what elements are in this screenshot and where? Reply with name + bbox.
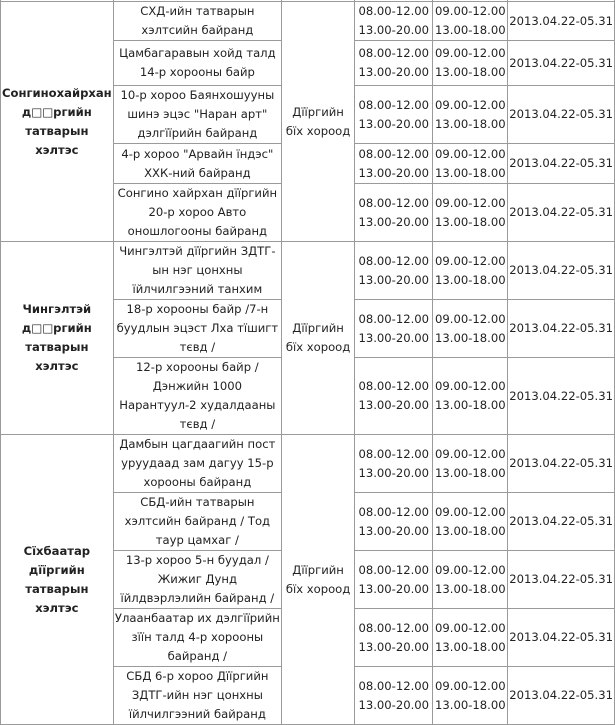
hours-a-cell: 08.00-12.00 13.00-20.00 bbox=[355, 609, 433, 667]
date-range-cell: 2013.04.22-05.31 bbox=[508, 242, 615, 300]
date-range-cell: 2013.04.22-05.31 bbox=[508, 551, 615, 609]
date-range-cell: 2013.04.22-05.31 bbox=[508, 435, 615, 493]
hours-b-cell: 09.00-12.00 13.00-18.00 bbox=[433, 144, 508, 184]
date-range-cell: 2013.04.22-05.31 bbox=[508, 144, 615, 184]
hours-b-cell: 09.00-12.00 13.00-18.00 bbox=[433, 300, 508, 358]
date-range-cell: 2013.04.22-05.31 bbox=[508, 609, 615, 667]
hours-a-cell: 08.00-12.00 13.00-20.00 bbox=[355, 242, 433, 300]
table-row bbox=[1, 2, 615, 41]
hours-b-cell: 09.00-12.00 13.00-18.00 bbox=[433, 435, 508, 493]
location-cell: 4-р хороо "Арвайн їндэс" ХХК-ний байранд bbox=[113, 144, 281, 184]
location-cell: 13-р хороо 5-н буудал / Жижиг Дунд їйлдвэрлэлийн байранд / bbox=[113, 551, 281, 609]
location-cell: 18-р хорооны байр /7-н буудлын эцэст Лха тїшигт тєвд / bbox=[113, 300, 281, 358]
hours-a-cell: 08.00-12.00 13.00-20.00 bbox=[355, 667, 433, 725]
location-cell: 12-р хорооны байр / Дэнжийн 1000 Нарантуул-2 худалдааны тєвд / bbox=[113, 358, 281, 435]
table-row bbox=[1, 435, 615, 493]
district-name: Сїхбаатар дїїргийн татварын хэлтэс bbox=[1, 435, 114, 725]
hours-b-cell: 09.00-12.00 13.00-18.00 bbox=[433, 358, 508, 435]
hours-a-cell: 08.00-12.00 13.00-20.00 bbox=[355, 86, 433, 144]
date-range-cell: 2013.04.22-05.31 bbox=[508, 41, 615, 86]
hours-b-cell: 09.00-12.00 13.00-18.00 bbox=[433, 667, 508, 725]
hours-b-cell: 09.00-12.00 13.00-18.00 bbox=[433, 609, 508, 667]
hours-b-cell: 09.00-12.00 13.00-18.00 bbox=[433, 2, 508, 41]
date-range-cell: 2013.04.22-05.31 bbox=[508, 667, 615, 725]
location-cell: Цамбагаравын хойд талд 14-р хорооны байр bbox=[113, 41, 281, 86]
hours-b-cell: 09.00-12.00 13.00-18.00 bbox=[433, 184, 508, 242]
hours-b-cell: 09.00-12.00 13.00-18.00 bbox=[433, 242, 508, 300]
location-cell: 10-р хороо Баянхошууны шинэ эцэс "Наран арт" дэлгїїрийн байранд bbox=[113, 86, 281, 144]
location-cell: Чингэлтэй дїїргийн ЗДТГ-ын нэг цонхны їйлчилгээний танхим bbox=[113, 242, 281, 300]
hours-b-cell: 09.00-12.00 13.00-18.00 bbox=[433, 86, 508, 144]
location-cell: Сонгино хайрхан дїїргийн 20-р хороо Авто оношлогооны байранд bbox=[113, 184, 281, 242]
date-range-cell: 2013.04.22-05.31 bbox=[508, 2, 615, 41]
hours-a-cell: 08.00-12.00 13.00-20.00 bbox=[355, 144, 433, 184]
district-name: Чингэлтэй д□□ргийн татварын хэлтэс bbox=[1, 242, 114, 435]
hours-b-cell: 09.00-12.00 13.00-18.00 bbox=[433, 551, 508, 609]
area-cell: Дїїргийн бїх хороод bbox=[282, 2, 355, 242]
hours-a-cell: 08.00-12.00 13.00-20.00 bbox=[355, 551, 433, 609]
location-cell: СБД-ийн татварын хэлтсийн байранд / Тод таур цамхаг / bbox=[113, 493, 281, 551]
date-range-cell: 2013.04.22-05.31 bbox=[508, 184, 615, 242]
date-range-cell: 2013.04.22-05.31 bbox=[508, 493, 615, 551]
location-cell: Улаанбаатар их дэлгїїрийн зїїн талд 4-р хорооны байранд / bbox=[113, 609, 281, 667]
district-name: Сонгинохайрхан д□□ргийн татварын хэлтэс bbox=[1, 2, 114, 242]
hours-a-cell: 08.00-12.00 13.00-20.00 bbox=[355, 300, 433, 358]
hours-a-cell: 08.00-12.00 13.00-20.00 bbox=[355, 358, 433, 435]
location-cell: СХД-ийн татварын хэлтсийн байранд bbox=[113, 2, 281, 41]
hours-a-cell: 08.00-12.00 13.00-20.00 bbox=[355, 41, 433, 86]
area-cell: Дїїргийн бїх хороод bbox=[282, 242, 355, 435]
date-range-cell: 2013.04.22-05.31 bbox=[508, 86, 615, 144]
hours-a-cell: 08.00-12.00 13.00-20.00 bbox=[355, 435, 433, 493]
date-range-cell: 2013.04.22-05.31 bbox=[508, 358, 615, 435]
hours-a-cell: 08.00-12.00 13.00-20.00 bbox=[355, 2, 433, 41]
hours-a-cell: 08.00-12.00 13.00-20.00 bbox=[355, 184, 433, 242]
hours-b-cell: 09.00-12.00 13.00-18.00 bbox=[433, 41, 508, 86]
date-range-cell: 2013.04.22-05.31 bbox=[508, 300, 615, 358]
hours-a-cell: 08.00-12.00 13.00-20.00 bbox=[355, 493, 433, 551]
location-cell: СБД 6-р хороо Дїїргийн ЗДТГ-ийн нэг цонхны їйлчилгээний байранд bbox=[113, 667, 281, 725]
table-row bbox=[1, 242, 615, 300]
location-cell: Дамбын цагдаагийн пост уруудаад зам дагуу 15-р хорооны байранд bbox=[113, 435, 281, 493]
hours-b-cell: 09.00-12.00 13.00-18.00 bbox=[433, 493, 508, 551]
area-cell: Дїїргийн бїх хороод bbox=[282, 435, 355, 725]
